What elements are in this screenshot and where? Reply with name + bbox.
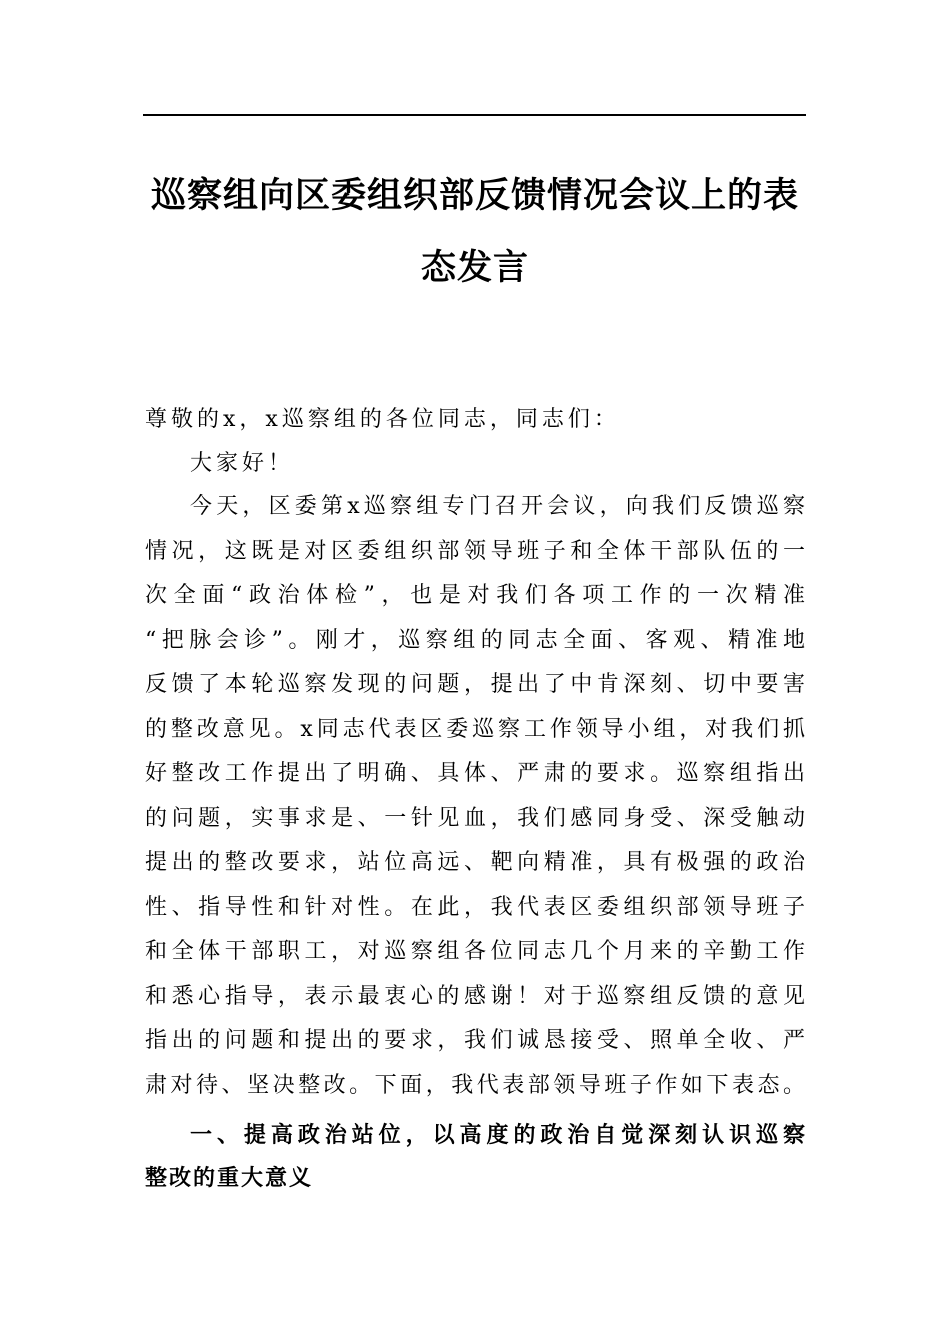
- document-title-line-2: 态发言: [420, 247, 529, 288]
- paragraph-line: 指出的问题和提出的要求，我们诚恳接受、照单全收、严: [145, 1028, 805, 1053]
- paragraph-line: 性、指导性和针对性。在此，我代表区委组织部领导班子: [145, 894, 805, 920]
- paragraph-line: 提出的整改要求，站位高远、靶向精准，具有极强的政治: [145, 850, 805, 875]
- paragraph-line: “把脉会诊”。刚才，巡察组的同志全面、客观、精准地: [145, 627, 805, 653]
- document-title-line-1: 巡察组向区委组织部反馈情况会议上的表: [150, 175, 799, 216]
- section-heading-1-line-1: 一、提高政治站位，以高度的政治自觉深刻认识巡察: [190, 1122, 805, 1148]
- salutation: 尊敬的x，x巡察组的各位同志，同志们：: [145, 407, 620, 432]
- paragraph-line: 的问题，实事求是、一针见血，我们感同身受、深受触动: [145, 805, 805, 831]
- paragraph-line: 的整改意见。x同志代表区委巡察工作领导小组，对我们抓: [145, 716, 805, 742]
- greeting: 大家好！: [190, 451, 295, 476]
- header-rule: [143, 114, 806, 116]
- paragraph-line: 肃对待、坚决整改。下面，我代表部领导班子作如下表态。: [145, 1072, 805, 1098]
- paragraph-line: 次全面“政治体检”，也是对我们各项工作的一次精准: [145, 583, 805, 608]
- paragraph-line: 今天，区委第x巡察组专门召开会议，向我们反馈巡察: [190, 494, 805, 519]
- paragraph-line: 和全体干部职工，对巡察组各位同志几个月来的辛勤工作: [145, 939, 805, 964]
- paragraph-line: 和悉心指导，表示最衷心的感谢！对于巡察组反馈的意见: [145, 983, 805, 1009]
- paragraph-line: 情况，这既是对区委组织部领导班子和全体干部队伍的一: [145, 538, 805, 564]
- paragraph-line: 好整改工作提出了明确、具体、严肃的要求。巡察组指出: [145, 761, 805, 786]
- section-heading-1-line-2: 整改的重大意义: [145, 1165, 314, 1191]
- paragraph-line: 反馈了本轮巡察发现的问题，提出了中肯深刻、切中要害: [145, 672, 805, 697]
